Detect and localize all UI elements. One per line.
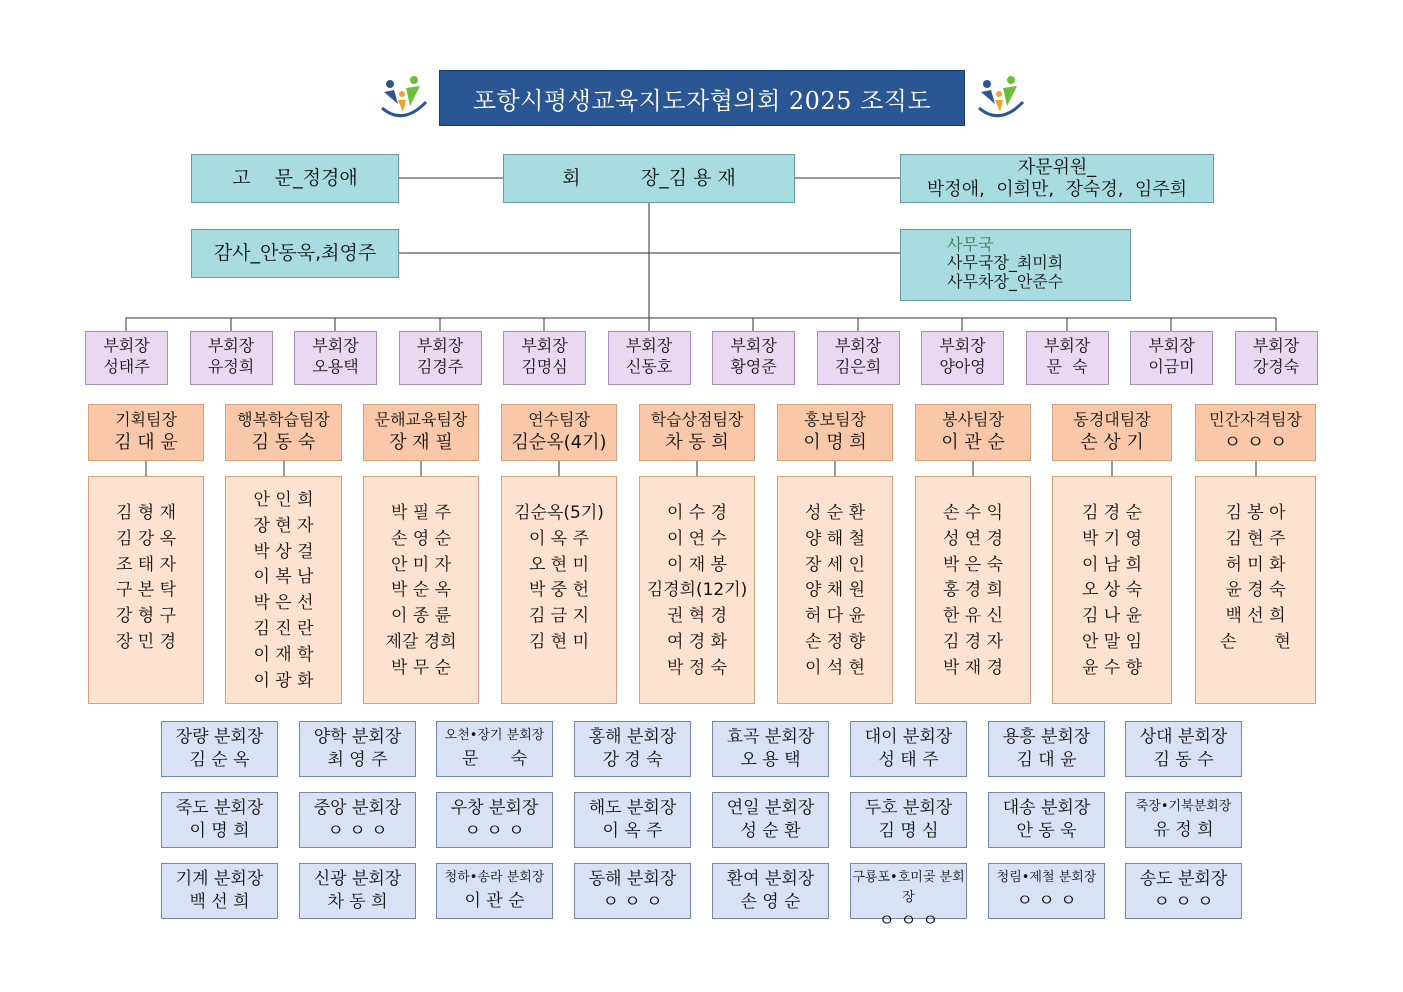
team-title: 동경대팀장 bbox=[1073, 410, 1151, 429]
branch-box bbox=[712, 792, 829, 848]
team-title: 봉사팀장 bbox=[942, 410, 1004, 429]
branch-box bbox=[299, 863, 416, 919]
team-member: 안 말 임 bbox=[1081, 631, 1143, 652]
team-members-box bbox=[777, 476, 893, 704]
team-member: 이 옥 주 bbox=[528, 528, 590, 549]
branch-title: 상대 분회장 bbox=[1139, 727, 1228, 747]
team-title: 문해교육팀장 bbox=[374, 410, 468, 429]
team-member: 김 강 옥 bbox=[115, 528, 177, 549]
branch-box bbox=[574, 792, 691, 848]
branch-title: 효곡 분회장 bbox=[726, 727, 815, 747]
branch-title: 구룡포•호미곶 분회장 bbox=[852, 870, 965, 905]
vice-president-name: 오용택 bbox=[312, 356, 359, 376]
team-member: 손 현 bbox=[1220, 631, 1291, 652]
branch-head-name: ㅇ ㅇ ㅇ bbox=[1016, 891, 1077, 911]
vice-president-role: 부회장 bbox=[1043, 336, 1091, 355]
auditor-text: 감사_안동욱,최영주 bbox=[213, 242, 377, 265]
advisor-text: 고 문_정경애 bbox=[232, 167, 358, 190]
team-header bbox=[1195, 404, 1316, 461]
branch-title: 대이 분회장 bbox=[864, 727, 953, 747]
team-member: 강 형 구 bbox=[115, 606, 177, 627]
chart-title: 포항시평생교육지도자협의회 2025 조직도 bbox=[439, 70, 965, 126]
branch-box bbox=[161, 863, 278, 919]
team-title: 행복학습팀장 bbox=[237, 410, 330, 429]
branch-head-name: 김 명 심 bbox=[878, 820, 939, 841]
branch-title: 오천•장기 분회장 bbox=[444, 728, 545, 743]
team-header bbox=[639, 404, 755, 461]
branch-head-name: ㅇ ㅇ ㅇ bbox=[327, 820, 388, 841]
branch-head-name: 이 옥 주 bbox=[602, 820, 663, 841]
team-member: 이 광 화 bbox=[253, 670, 314, 691]
team-member: 김 나 윤 bbox=[1081, 606, 1143, 627]
team-member: 성 연 경 bbox=[942, 528, 1004, 549]
branch-box bbox=[712, 863, 829, 919]
vice-president-role: 부회장 bbox=[939, 336, 986, 355]
branch-head-name: 강 경 숙 bbox=[602, 749, 663, 770]
branch-title: 송도 분회장 bbox=[1139, 869, 1228, 889]
team-members-box bbox=[363, 476, 479, 704]
vice-president-name: 강경숙 bbox=[1252, 356, 1300, 376]
branch-head-name: ㅇ ㅇ ㅇ bbox=[602, 891, 663, 912]
team-member: 이 재 봉 bbox=[666, 554, 728, 575]
team-leader: 김 동 숙 bbox=[251, 431, 316, 453]
branch-title: 청림•제철 분회장 bbox=[996, 870, 1097, 885]
team-header bbox=[225, 404, 342, 461]
team-title: 학습상점팀장 bbox=[650, 410, 744, 429]
team-member: 김순옥(5기) bbox=[514, 503, 604, 523]
branch-head-name: 차 동 희 bbox=[327, 891, 388, 912]
secretariat-line1: 사무국 bbox=[947, 235, 994, 254]
vice-president-role: 부회장 bbox=[207, 336, 255, 355]
team-header bbox=[501, 404, 617, 461]
team-member: 김경희(12기) bbox=[646, 580, 748, 601]
vice-president-box bbox=[190, 331, 273, 385]
team-member: 양 해 철 bbox=[804, 528, 866, 549]
branch-box bbox=[850, 721, 967, 777]
vice-president-name: 황영준 bbox=[730, 356, 777, 376]
team-member: 장 세 인 bbox=[804, 554, 866, 575]
branch-box bbox=[988, 721, 1105, 777]
team-member: 김 금 지 bbox=[528, 606, 590, 627]
branch-head-name: 최 영 주 bbox=[327, 749, 388, 770]
vice-president-role: 부회장 bbox=[834, 336, 882, 355]
branch-box bbox=[1125, 721, 1242, 777]
vice-president-name: 유정희 bbox=[207, 356, 255, 376]
consultants-box bbox=[900, 154, 1214, 203]
vice-president-box bbox=[817, 331, 900, 385]
branch-head-name: 백 선 희 bbox=[189, 891, 250, 912]
team-member: 손 정 향 bbox=[804, 631, 866, 652]
team-member: 손 수 익 bbox=[942, 503, 1004, 523]
team-leader: 손 상 기 bbox=[1080, 431, 1144, 453]
team-member: 박 무 순 bbox=[390, 657, 452, 678]
team-member: 박 기 영 bbox=[1081, 528, 1143, 549]
team-title: 민간자격팀장 bbox=[1209, 410, 1302, 429]
branch-title: 신광 분회장 bbox=[313, 869, 402, 889]
team-member: 박 재 경 bbox=[942, 657, 1004, 678]
branch-title: 두호 분회장 bbox=[864, 798, 953, 818]
team-member: 박 은 숙 bbox=[942, 554, 1004, 575]
branch-head-name: 김 순 옥 bbox=[189, 749, 250, 770]
vice-president-role: 부회장 bbox=[103, 336, 150, 355]
team-member: 이 종 륜 bbox=[390, 606, 452, 627]
team-member: 권 혁 경 bbox=[666, 606, 728, 627]
secretariat-line2: 사무국장_최미희 bbox=[947, 253, 1064, 273]
team-member: 구 본 탁 bbox=[115, 580, 177, 601]
team-leader: 김 대 윤 bbox=[114, 431, 178, 453]
team-member: 박 중 헌 bbox=[528, 580, 590, 601]
branch-head-name: 이 명 희 bbox=[189, 820, 250, 841]
auditor-box bbox=[191, 229, 399, 278]
vice-president-box bbox=[1130, 331, 1213, 385]
team-member: 여 경 화 bbox=[666, 631, 728, 652]
team-member: 이 석 현 bbox=[804, 657, 866, 678]
branch-head-name: 성 순 환 bbox=[740, 820, 801, 841]
president-box bbox=[503, 154, 795, 203]
vice-president-name: 김경주 bbox=[416, 356, 464, 376]
team-member: 박 순 옥 bbox=[390, 580, 452, 601]
vice-president-box bbox=[503, 331, 586, 385]
branch-title: 우창 분회장 bbox=[450, 798, 539, 818]
vice-president-box bbox=[1235, 331, 1318, 385]
branch-box bbox=[436, 721, 553, 777]
team-member: 이 재 학 bbox=[253, 644, 314, 665]
team-member: 김 현 미 bbox=[528, 631, 590, 652]
vice-president-box bbox=[85, 331, 168, 385]
branch-box bbox=[712, 721, 829, 777]
vice-president-box bbox=[294, 331, 377, 385]
team-members-box bbox=[915, 476, 1031, 704]
team-header bbox=[1052, 404, 1172, 461]
team-title: 연수팀장 bbox=[528, 410, 590, 429]
team-members-box bbox=[639, 476, 755, 704]
branch-title: 해도 분회장 bbox=[588, 798, 677, 818]
branch-title: 용흥 분회장 bbox=[1002, 727, 1091, 747]
team-leader: 이 명 희 bbox=[803, 431, 867, 453]
branch-box bbox=[1125, 792, 1242, 848]
team-member: 김 경 순 bbox=[1081, 503, 1143, 523]
team-member: 안 미 자 bbox=[390, 554, 452, 575]
logo-left-icon bbox=[376, 74, 430, 124]
team-member: 박 필 주 bbox=[390, 503, 452, 523]
team-member: 오 상 숙 bbox=[1081, 580, 1143, 601]
branch-box bbox=[161, 792, 278, 848]
team-leader: 이 관 순 bbox=[941, 431, 1005, 453]
vice-president-box bbox=[1026, 331, 1109, 385]
branch-head-name: 유 정 희 bbox=[1153, 820, 1214, 840]
branch-title: 중앙 분회장 bbox=[313, 798, 402, 818]
branch-title: 동해 분회장 bbox=[588, 869, 677, 889]
team-member: 박 상 걸 bbox=[253, 541, 314, 562]
vice-president-role: 부회장 bbox=[312, 336, 359, 355]
team-header bbox=[915, 404, 1031, 461]
advisor-box bbox=[191, 154, 399, 203]
team-member: 장 민 경 bbox=[115, 631, 177, 652]
team-header bbox=[777, 404, 893, 461]
branch-title: 양학 분회장 bbox=[313, 727, 402, 747]
branch-head-name: ㅇ ㅇ ㅇ bbox=[464, 820, 525, 841]
team-member: 윤 경 숙 bbox=[1225, 580, 1286, 601]
vice-president-name: 양아영 bbox=[939, 356, 986, 376]
branch-head-name: ㅇ ㅇ ㅇ bbox=[1153, 891, 1214, 912]
branch-box bbox=[988, 863, 1105, 919]
team-member: 조 태 자 bbox=[115, 554, 177, 575]
branch-head-name: 오 용 택 bbox=[740, 749, 801, 770]
vice-president-box bbox=[712, 331, 795, 385]
branch-head-name: 김 대 윤 bbox=[1016, 749, 1077, 770]
branch-head-name: 손 영 순 bbox=[740, 891, 801, 912]
team-member: 손 영 순 bbox=[390, 528, 452, 549]
team-member: 안 인 희 bbox=[253, 490, 314, 510]
team-member: 이 연 수 bbox=[666, 528, 728, 549]
team-member: 김 경 자 bbox=[942, 631, 1004, 652]
team-member: 한 유 신 bbox=[942, 606, 1004, 627]
team-member: 윤 수 향 bbox=[1081, 657, 1143, 678]
team-leader: ㅇ ㅇ ㅇ bbox=[1223, 431, 1288, 453]
branch-head-name: 문 숙 bbox=[461, 749, 528, 769]
branch-head-name: 안 동 욱 bbox=[1016, 820, 1077, 841]
branch-head-name: 김 동 수 bbox=[1153, 749, 1214, 770]
branch-title: 죽도 분회장 bbox=[175, 798, 264, 818]
branch-title: 대송 분회장 bbox=[1002, 798, 1091, 818]
team-header bbox=[363, 404, 479, 461]
team-member: 김 현 주 bbox=[1225, 528, 1286, 549]
vice-president-role: 부회장 bbox=[416, 336, 464, 355]
vice-president-role: 부회장 bbox=[1252, 336, 1300, 355]
team-header bbox=[88, 404, 204, 461]
vice-president-name: 문 숙 bbox=[1046, 356, 1088, 376]
branch-title: 연일 분회장 bbox=[726, 798, 815, 818]
vice-president-name: 이금미 bbox=[1148, 356, 1195, 376]
team-member: 김 봉 아 bbox=[1225, 503, 1286, 523]
team-member: 성 순 환 bbox=[804, 503, 866, 523]
branch-box bbox=[574, 863, 691, 919]
team-members-box bbox=[1195, 476, 1316, 704]
team-title: 기획팀장 bbox=[115, 410, 177, 429]
secretariat-box bbox=[900, 229, 1131, 301]
branch-title: 기계 분회장 bbox=[175, 869, 264, 889]
team-member: 홍 경 희 bbox=[942, 580, 1004, 601]
team-leader: 김순옥(4기) bbox=[511, 431, 607, 453]
vice-president-role: 부회장 bbox=[1148, 336, 1195, 355]
consultants-line2: 박정애, 이희만, 장숙경, 임주희 bbox=[926, 178, 1188, 200]
team-member: 오 현 미 bbox=[528, 554, 590, 575]
team-leader: 차 동 희 bbox=[665, 431, 729, 453]
branch-box bbox=[299, 721, 416, 777]
team-member: 이 남 희 bbox=[1081, 554, 1143, 575]
vice-president-role: 부회장 bbox=[625, 336, 673, 355]
branch-box bbox=[850, 863, 967, 931]
vice-president-name: 신동호 bbox=[625, 356, 673, 376]
team-member: 제갈 경희 bbox=[385, 631, 457, 652]
team-member: 박 정 숙 bbox=[666, 657, 728, 678]
team-member: 양 채 원 bbox=[804, 580, 866, 601]
branch-title: 장량 분회장 bbox=[175, 727, 264, 747]
team-member: 박 은 선 bbox=[253, 593, 314, 614]
team-member: 허 미 화 bbox=[1225, 554, 1286, 575]
team-members-box bbox=[501, 476, 617, 704]
secretariat-line3: 사무차장_안준수 bbox=[947, 271, 1064, 291]
vice-president-box bbox=[608, 331, 691, 385]
team-member: 이 복 남 bbox=[253, 567, 314, 588]
team-member: 김 형 재 bbox=[115, 503, 177, 523]
vice-president-name: 성태주 bbox=[103, 356, 150, 376]
branch-head-name: ㅇ ㅇ ㅇ bbox=[878, 911, 939, 931]
team-leader: 장 재 필 bbox=[389, 431, 453, 453]
team-title: 홍보팀장 bbox=[804, 410, 866, 429]
branch-box bbox=[988, 792, 1105, 848]
branch-box bbox=[1125, 863, 1242, 919]
logo-right-icon bbox=[973, 74, 1027, 124]
branch-box bbox=[161, 721, 278, 777]
branch-head-name: 이 관 순 bbox=[464, 891, 525, 911]
branch-head-name: 성 태 주 bbox=[878, 749, 939, 770]
branch-box bbox=[299, 792, 416, 848]
team-member: 이 수 경 bbox=[666, 503, 728, 523]
vice-president-role: 부회장 bbox=[521, 336, 568, 355]
team-member: 장 현 자 bbox=[253, 515, 314, 536]
vice-president-box bbox=[399, 331, 482, 385]
consultants-line1: 자문위원_ bbox=[1017, 156, 1097, 178]
vice-president-name: 김명심 bbox=[521, 356, 568, 376]
branch-box bbox=[574, 721, 691, 777]
vice-president-role: 부회장 bbox=[730, 336, 777, 355]
branch-box bbox=[436, 863, 553, 919]
branch-box bbox=[436, 792, 553, 848]
team-member: 김 진 란 bbox=[253, 618, 314, 639]
branch-title: 환여 분회장 bbox=[726, 869, 815, 889]
president-text: 회 장_김 용 재 bbox=[562, 167, 736, 190]
vice-president-name: 김은희 bbox=[834, 356, 882, 376]
vice-president-box bbox=[921, 331, 1004, 385]
branch-title: 청하•송라 분회장 bbox=[444, 870, 545, 885]
branch-box bbox=[850, 792, 967, 848]
branch-title: 홍해 분회장 bbox=[588, 727, 677, 747]
team-members-box bbox=[88, 476, 204, 704]
team-member: 허 다 윤 bbox=[804, 606, 866, 627]
branch-title: 죽장•기북분회장 bbox=[1135, 799, 1232, 814]
team-member: 백 선 희 bbox=[1225, 606, 1286, 627]
team-members-box bbox=[225, 476, 342, 704]
team-members-box bbox=[1052, 476, 1172, 704]
